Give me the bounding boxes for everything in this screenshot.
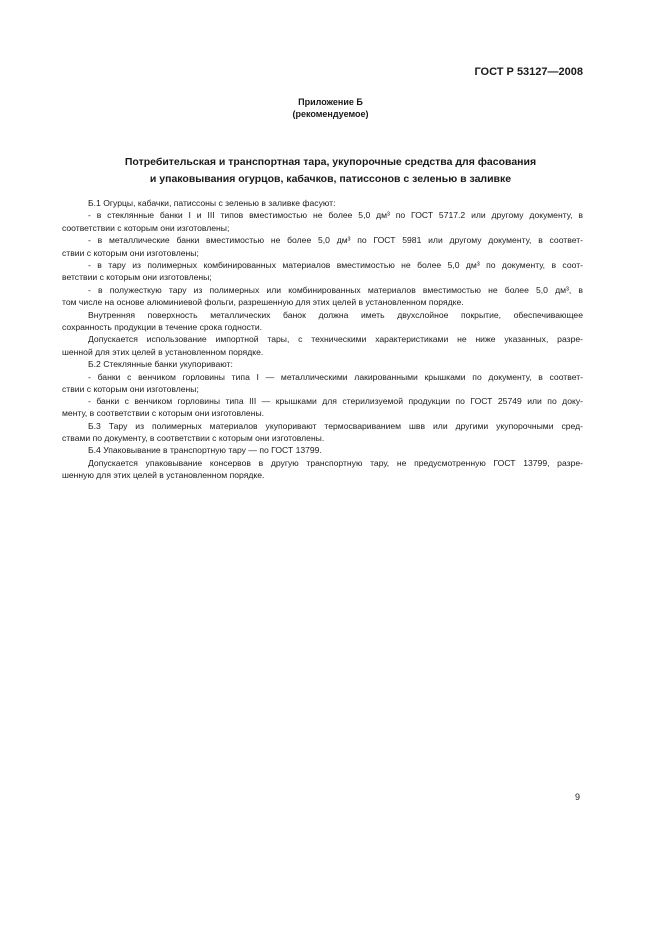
text-line: ствии с которым они изготовлены; xyxy=(62,384,199,394)
text-line: Допускается использование импортной тары, с техническими характеристиками не ниже указанных, разре- xyxy=(88,334,583,344)
text-line: Б.1 Огурцы, кабачки, патиссоны с зеленью в заливке фасуют: xyxy=(88,198,336,208)
text-line: соответствии с которым они изготовлены; xyxy=(62,223,230,233)
annex-label: Приложение Б xyxy=(298,97,363,107)
document-code: ГОСТ Р 53127—2008 xyxy=(474,66,583,78)
text-line: - в полужесткую тару из полимерных или комбинированных материалов вместимостью не более 5,0 дм³, в xyxy=(88,285,583,295)
text-line: - в тару из полимерных комбинированных материалов вместимостью не более 5,0 дм³ по документу, в соот- xyxy=(88,260,583,270)
annex-title-line-2: и упаковывания огурцов, кабачков, патиссонов с зеленью в заливке xyxy=(149,173,512,185)
text-line: Допускается упаковывание консервов в другую транспортную тару, не предусмотренную ГОСТ 13799, разре- xyxy=(88,458,583,468)
annex-title-line-1: Потребительская и транспортная тара, укупорочные средства для фасования xyxy=(124,156,537,168)
text-line: - в металлические банки вместимостью не более 5,0 дм³ по ГОСТ 5981 или другому документу, в соответ- xyxy=(88,235,583,245)
text-line: шенную для этих целей в установленном порядке. xyxy=(62,470,265,480)
page-number: 9 xyxy=(575,792,581,802)
text-line: - в стеклянные банки I и III типов вместимостью не более 5,0 дм³ по ГОСТ 5717.2 или другому документу, в xyxy=(88,210,583,220)
text-line: ствии с которым они изготовлены; xyxy=(62,248,199,258)
text-line: шенной для этих целей в установленном порядке. xyxy=(62,347,264,357)
text-line: ветствии с которым они изготовлены; xyxy=(62,272,212,282)
text-line: ствами по документу, в соответствии с которым они изготовлены. xyxy=(62,433,325,443)
annex-type: (рекомендуемое) xyxy=(292,109,369,119)
text-line: - банки с венчиком горловины типа III — крышками для стерилизуемой продукции по ГОСТ 25749 или по доку- xyxy=(88,396,583,406)
text-line: Б.2 Стеклянные банки укупоривают: xyxy=(88,359,233,369)
text-line: менту, в соответствии с которым они изготовлены. xyxy=(62,408,265,418)
text-line: том числе на основе алюминиевой фольги, разрешенную для этих целей в установленном порядке. xyxy=(62,297,464,307)
text-line: сохранность продукции в течение срока годности. xyxy=(62,322,263,332)
text-line: - банки с венчиком горловины типа I — металлическими лакированными крышками по документу, в соответ- xyxy=(88,372,583,382)
text-line: Внутренняя поверхность металлических банок должна иметь двухслойное покрытие, обеспечивающее xyxy=(88,310,583,320)
text-line: Б.4 Упаковывание в транспортную тару — по ГОСТ 13799. xyxy=(88,445,322,455)
text-line: Б.3 Тару из полимерных материалов укупоривают термосвариванием швв или другими укупорочными сред- xyxy=(88,421,583,431)
